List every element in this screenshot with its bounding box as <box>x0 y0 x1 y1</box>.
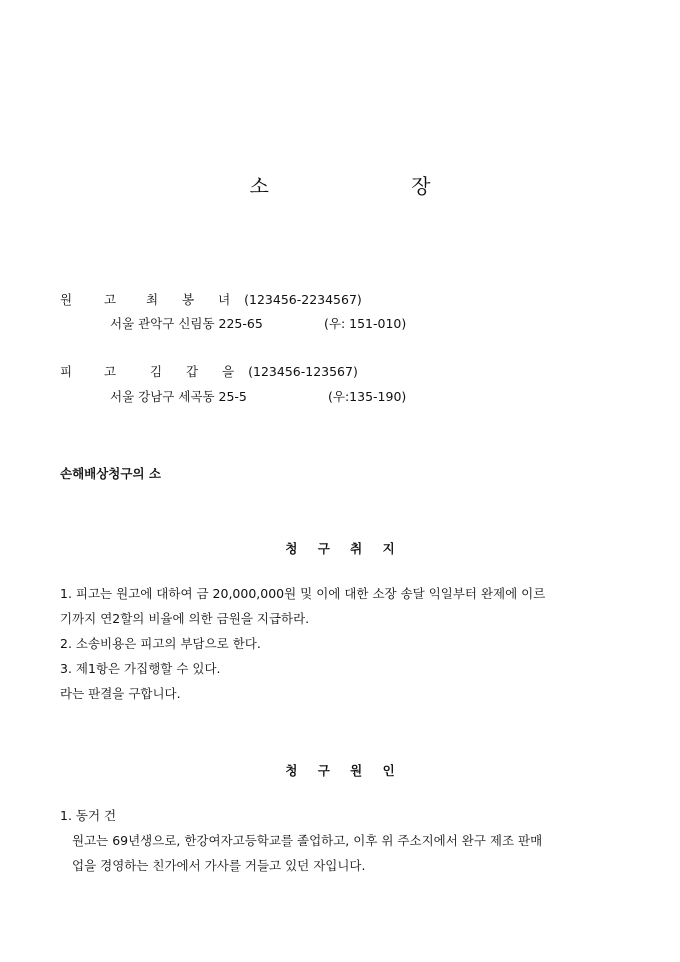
document-title: 소 장 <box>249 174 499 198</box>
cause-line: 업을 경영하는 친가에서 가사를 거들고 있던 자입니다. <box>72 858 366 873</box>
claim-item-line: 2. 소송비용은 피고의 부담으로 한다. <box>60 636 261 651</box>
claim-heading: 청 구 취 지 <box>285 541 403 556</box>
claim-item-line: 1. 피고는 원고에 대하여 금 20,000,000원 및 이에 대한 소장 송달 익일부터 완제에 이르 <box>60 586 546 601</box>
plaintiff-name: 최 봉 녀 <box>145 292 241 307</box>
plaintiff-address: 서울 관악구 신림동 225-65 <box>110 316 263 331</box>
claim-conclusion: 라는 판결을 구합니다. <box>60 686 181 701</box>
defendant-address-line <box>110 389 247 405</box>
defendant-postal: (우:135-190) <box>328 389 407 404</box>
cause-item-title: 1. 동거 건 <box>60 808 117 823</box>
defendant-line <box>60 364 358 380</box>
plaintiff-address-line <box>110 316 263 332</box>
plaintiff-line <box>60 292 362 308</box>
cause-line: 원고는 69년생으로, 한강여자고등학교를 졸업하고, 이후 위 주소지에서 완구 제조 판매 <box>72 833 543 848</box>
cause-heading: 청 구 원 인 <box>285 763 403 778</box>
plaintiff-label: 원 고 <box>60 292 131 307</box>
defendant-id: (123456-123567) <box>248 364 358 379</box>
plaintiff-postal: (우: 151-010) <box>324 316 407 331</box>
plaintiff-postal-line <box>324 316 406 332</box>
defendant-label: 피 고 <box>60 364 131 379</box>
claim-item-line: 기까지 연2할의 비율에 의한 금원을 지급하라. <box>60 611 310 626</box>
plaintiff-id: (123456-2234567) <box>244 292 362 307</box>
claim-item-line: 3. 제1항은 가집행할 수 있다. <box>60 661 221 676</box>
case-name: 손해배상청구의 소 <box>60 466 161 481</box>
defendant-postal-line <box>328 389 406 405</box>
defendant-name: 김 갑 을 <box>149 364 245 379</box>
defendant-address: 서울 강남구 세곡동 25-5 <box>110 389 247 404</box>
